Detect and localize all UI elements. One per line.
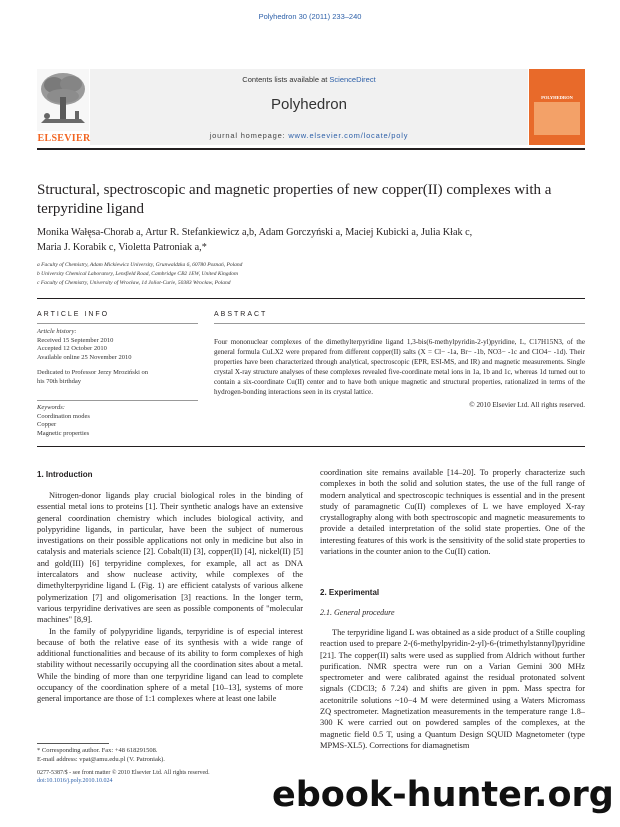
dedication: Dedicated to Professor Jerzy Mroziński on his 70th birthday bbox=[37, 369, 149, 385]
contents-line: Contents lists available at ScienceDirect bbox=[242, 75, 376, 84]
authors-line-1: Monika Wałęsa-Chorab a, Artur R. Stefankiewicz a,b, Adam Gorczyński a, Maciej Kubicki a, Julia Kłak c, bbox=[37, 227, 473, 238]
affiliation-a: a Faculty of Chemistry, Adam Mickiewicz University, Grunwaldzka 6, 60780 Poznań, Poland bbox=[37, 262, 243, 268]
experimental-paragraph-1: The terpyridine ligand L was obtained as a side product of a Stille coupling reaction used to prepare 2-(6-methylpyridin-2-yl)-6-(trimethylstannyl)pyridine [21]. The copper(II) salts were used as supplied from Aldrich without further purification. NMR spectra were run on a Varian Gemini 300 MHz spectrometer and were calibrated against the residual protonated solvent signals (CDCl3; δ 7.24) and shifts are given in ppm. Mass spectra for acetonitrile solutions ~10−4 M were determined using a Waters Micromass ZQ spectrometer. Magnetization measurements in the temperature range 1.8–300 K were carried out on powdered samples of the complexes, at the magnetic field 0.5 T, using a Quantum Design SQUID Magnetometer (type MPMS-XL5). Corrections for diamagnetism bbox=[320, 628, 585, 750]
intro-body bbox=[37, 490, 303, 705]
elsevier-logo: ELSEVIER bbox=[37, 133, 91, 144]
journal-cover-image-icon bbox=[529, 69, 585, 145]
abstract-copyright: © 2010 Elsevier Ltd. All rights reserved. bbox=[469, 401, 585, 409]
sciencedirect-link[interactable]: ScienceDirect bbox=[329, 75, 376, 84]
cover-title: POLYHEDRON bbox=[541, 95, 573, 100]
general-procedure-subheading: 2.1. General procedure bbox=[320, 608, 395, 617]
article-history: Article history: Received 15 September 2010 Accepted 12 October 2010 Available online 25 November 2010 Dedicated to Professor Jerzy Mroziński on his 70th birthday bbox=[37, 328, 198, 387]
watermark: ebook-hunter.org bbox=[272, 775, 614, 815]
article-title: Structural, spectroscopic and magnetic properties of new copper(II) complexes with a terpyridine ligand bbox=[37, 182, 552, 217]
journal-homepage: journal homepage: www.elsevier.com/locate/poly bbox=[209, 131, 409, 140]
authors-line-2: Maria J. Korabik c, Violetta Patroniak a,* bbox=[37, 242, 207, 253]
abstract-text: Four mononuclear complexes of the dimethylterpyridine ligand 1,3-bis(6-methylpyridin-2-yl)pyridine, L, C17H15N3, of the general formula CuLX2 were prepared from different copper(II) salts (X = Cl− -1a, Br− -1b, NO3− -1c and ClO4− -1d). Their properties have been characterized through analytical, spectroscopic (EPR, ESI-MS, and IR) and magnetic measurements. Single crystal X-ray structure analyses of these complexes revealed five-coordinate metal ions in 1a, 1b and 1c, whereas 1d turned out to contain a six-coordinate Cu(II) center and to have both unique magnetic and structural properties, rationalized in terms of the hydrogen-bonding interactions seen in its crystal lattice. bbox=[214, 338, 585, 396]
intro-heading: 1. Introduction bbox=[37, 470, 93, 479]
affiliation-divider bbox=[37, 298, 585, 299]
keywords-rule bbox=[37, 400, 198, 401]
front-matter bbox=[37, 769, 287, 785]
issn-line: 0277-5387/$ - see front matter © 2010 Elsevier Ltd. All rights reserved. bbox=[37, 770, 210, 776]
doi-link[interactable]: doi:10.1016/j.poly.2010.10.024 bbox=[37, 778, 113, 784]
header-divider bbox=[37, 148, 585, 150]
article-info-heading: ARTICLE INFO bbox=[37, 311, 110, 318]
affiliation-c: c Faculty of Chemistry, University of Wrocław, 14 Joliot-Curie, 50383 Wrocław, Poland bbox=[37, 280, 231, 286]
intro-paragraph-2: In the family of polypyridine ligands, terpyridine is of especial interest because of both the relative ease of its synthesis with a wide range of additional functionalities and because of its ability to form complexes of high stability without necessarily occupying all the coordination sites about a metal. While the binding of more than one terpyridine ligand can lead to complete occupancy of the coordination sphere of a metal [10–13], systems of more general importance are those of 1:1 complexes where at least one labile bbox=[37, 626, 303, 704]
cover-graphic bbox=[534, 102, 580, 135]
article-info-rule bbox=[37, 323, 198, 324]
right-column-body bbox=[320, 467, 585, 557]
intro-paragraph-1: Nitrogen-donor ligands play crucial biological roles in the binding of essential metal ions to proteins [1]. Their synthetic analogs have an extensive general coordination chemistry which includes biological activity, and polypyridine ligands, in particular, have been the subject of numerous investigations on their possible applications not only in medicine but also in catalysis and materials science [2]. Cobalt(II) [3], copper(II) [4], nickel(II) [5] and gold(III) [6] terpyridine complexes, for example, all act as DNA intercalators and show nuclease activity, while complexes of the dimethylterpyridine ligand L (Fig. 1) are efficient catalysts of various alkene polymerization [7] and oligomerisation [3] reactions. In the longer term, various terpyridine derivatives are seen as possible components of "molecular machines" [8,9]. bbox=[37, 491, 303, 625]
abstract-rule bbox=[214, 323, 585, 324]
keywords: Keywords: Coordination modes Copper Magnetic properties bbox=[37, 404, 90, 437]
homepage-link[interactable]: www.elsevier.com/locate/poly bbox=[288, 131, 409, 140]
journal-citation[interactable]: Polyhedron 30 (2011) 233–240 bbox=[258, 12, 362, 21]
journal-name: Polyhedron bbox=[271, 96, 347, 113]
footnote-corresponding: * Corresponding author. Fax: +48 618291508. bbox=[37, 747, 158, 754]
author-list bbox=[37, 225, 585, 255]
abstract-heading: ABSTRACT bbox=[214, 311, 268, 318]
experimental-heading: 2. Experimental bbox=[320, 588, 380, 597]
footnote-email[interactable]: E-mail address: vpat@amu.edu.pl (V. Patroniak). bbox=[37, 756, 165, 763]
experimental-body bbox=[320, 627, 585, 751]
footnote-rule bbox=[37, 743, 109, 744]
intro-paragraph-3: coordination site remains available [14–20]. To properly characterize such complexes in both the solid and solution states, the use of the full range of modern analytical and spectroscopic techniques is essential and in the present study of paramagnetic Cu(II) complexes of L we have employed X-ray crystallography along with both spectroscopic and magnetic measurements to provide a detailed interpretation of the solid state properties. One of the interesting features of this work is the sensitivity of the solid state properties to variations in the counter anion to the Cu(II) cation. bbox=[320, 468, 585, 557]
abstract-divider bbox=[37, 446, 585, 447]
affiliation-b: b University Chemical Laboratory, Lensfield Road, Cambridge CB2 1EW, United Kingdom bbox=[37, 271, 238, 277]
